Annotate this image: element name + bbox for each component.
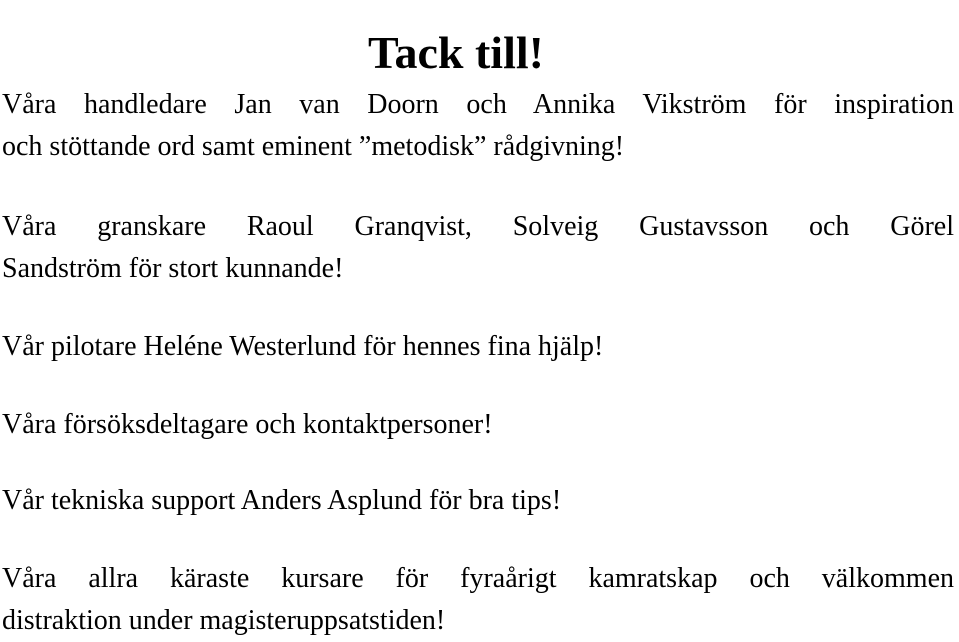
paragraph-line: Sandström för stort kunnande! — [2, 253, 344, 284]
paragraph-pilot — [2, 326, 954, 368]
paragraph-classmates — [2, 558, 954, 642]
paragraph-line: Vår tekniska support Anders Asplund för bra tips! — [2, 485, 562, 516]
paragraph-line: distraktion under magisteruppsatstiden! — [2, 605, 446, 636]
paragraph-line: och stöttande ord samt eminent ”metodisk” rådgivning! — [2, 131, 625, 162]
page-title: Tack till! — [368, 26, 544, 78]
paragraph-line: Vår pilotare Heléne Westerlund för hennes fina hjälp! — [2, 331, 604, 362]
paragraph-participants — [2, 404, 954, 446]
paragraph-reviewers — [2, 206, 954, 290]
paragraph-line: Våra försöksdeltagare och kontaktpersoner! — [2, 409, 493, 440]
paragraph-line: Våra granskare Raoul Granqvist, Solveig Gustavsson och Görel — [2, 211, 954, 242]
paragraph-line: Våra allra käraste kursare för fyraårigt kamratskap och välkommen — [2, 563, 954, 594]
paragraph-supervisors — [2, 84, 954, 168]
paragraph-technical-support — [2, 480, 954, 522]
paragraph-line: Våra handledare Jan van Doorn och Annika Vikström för inspiration — [2, 89, 954, 120]
